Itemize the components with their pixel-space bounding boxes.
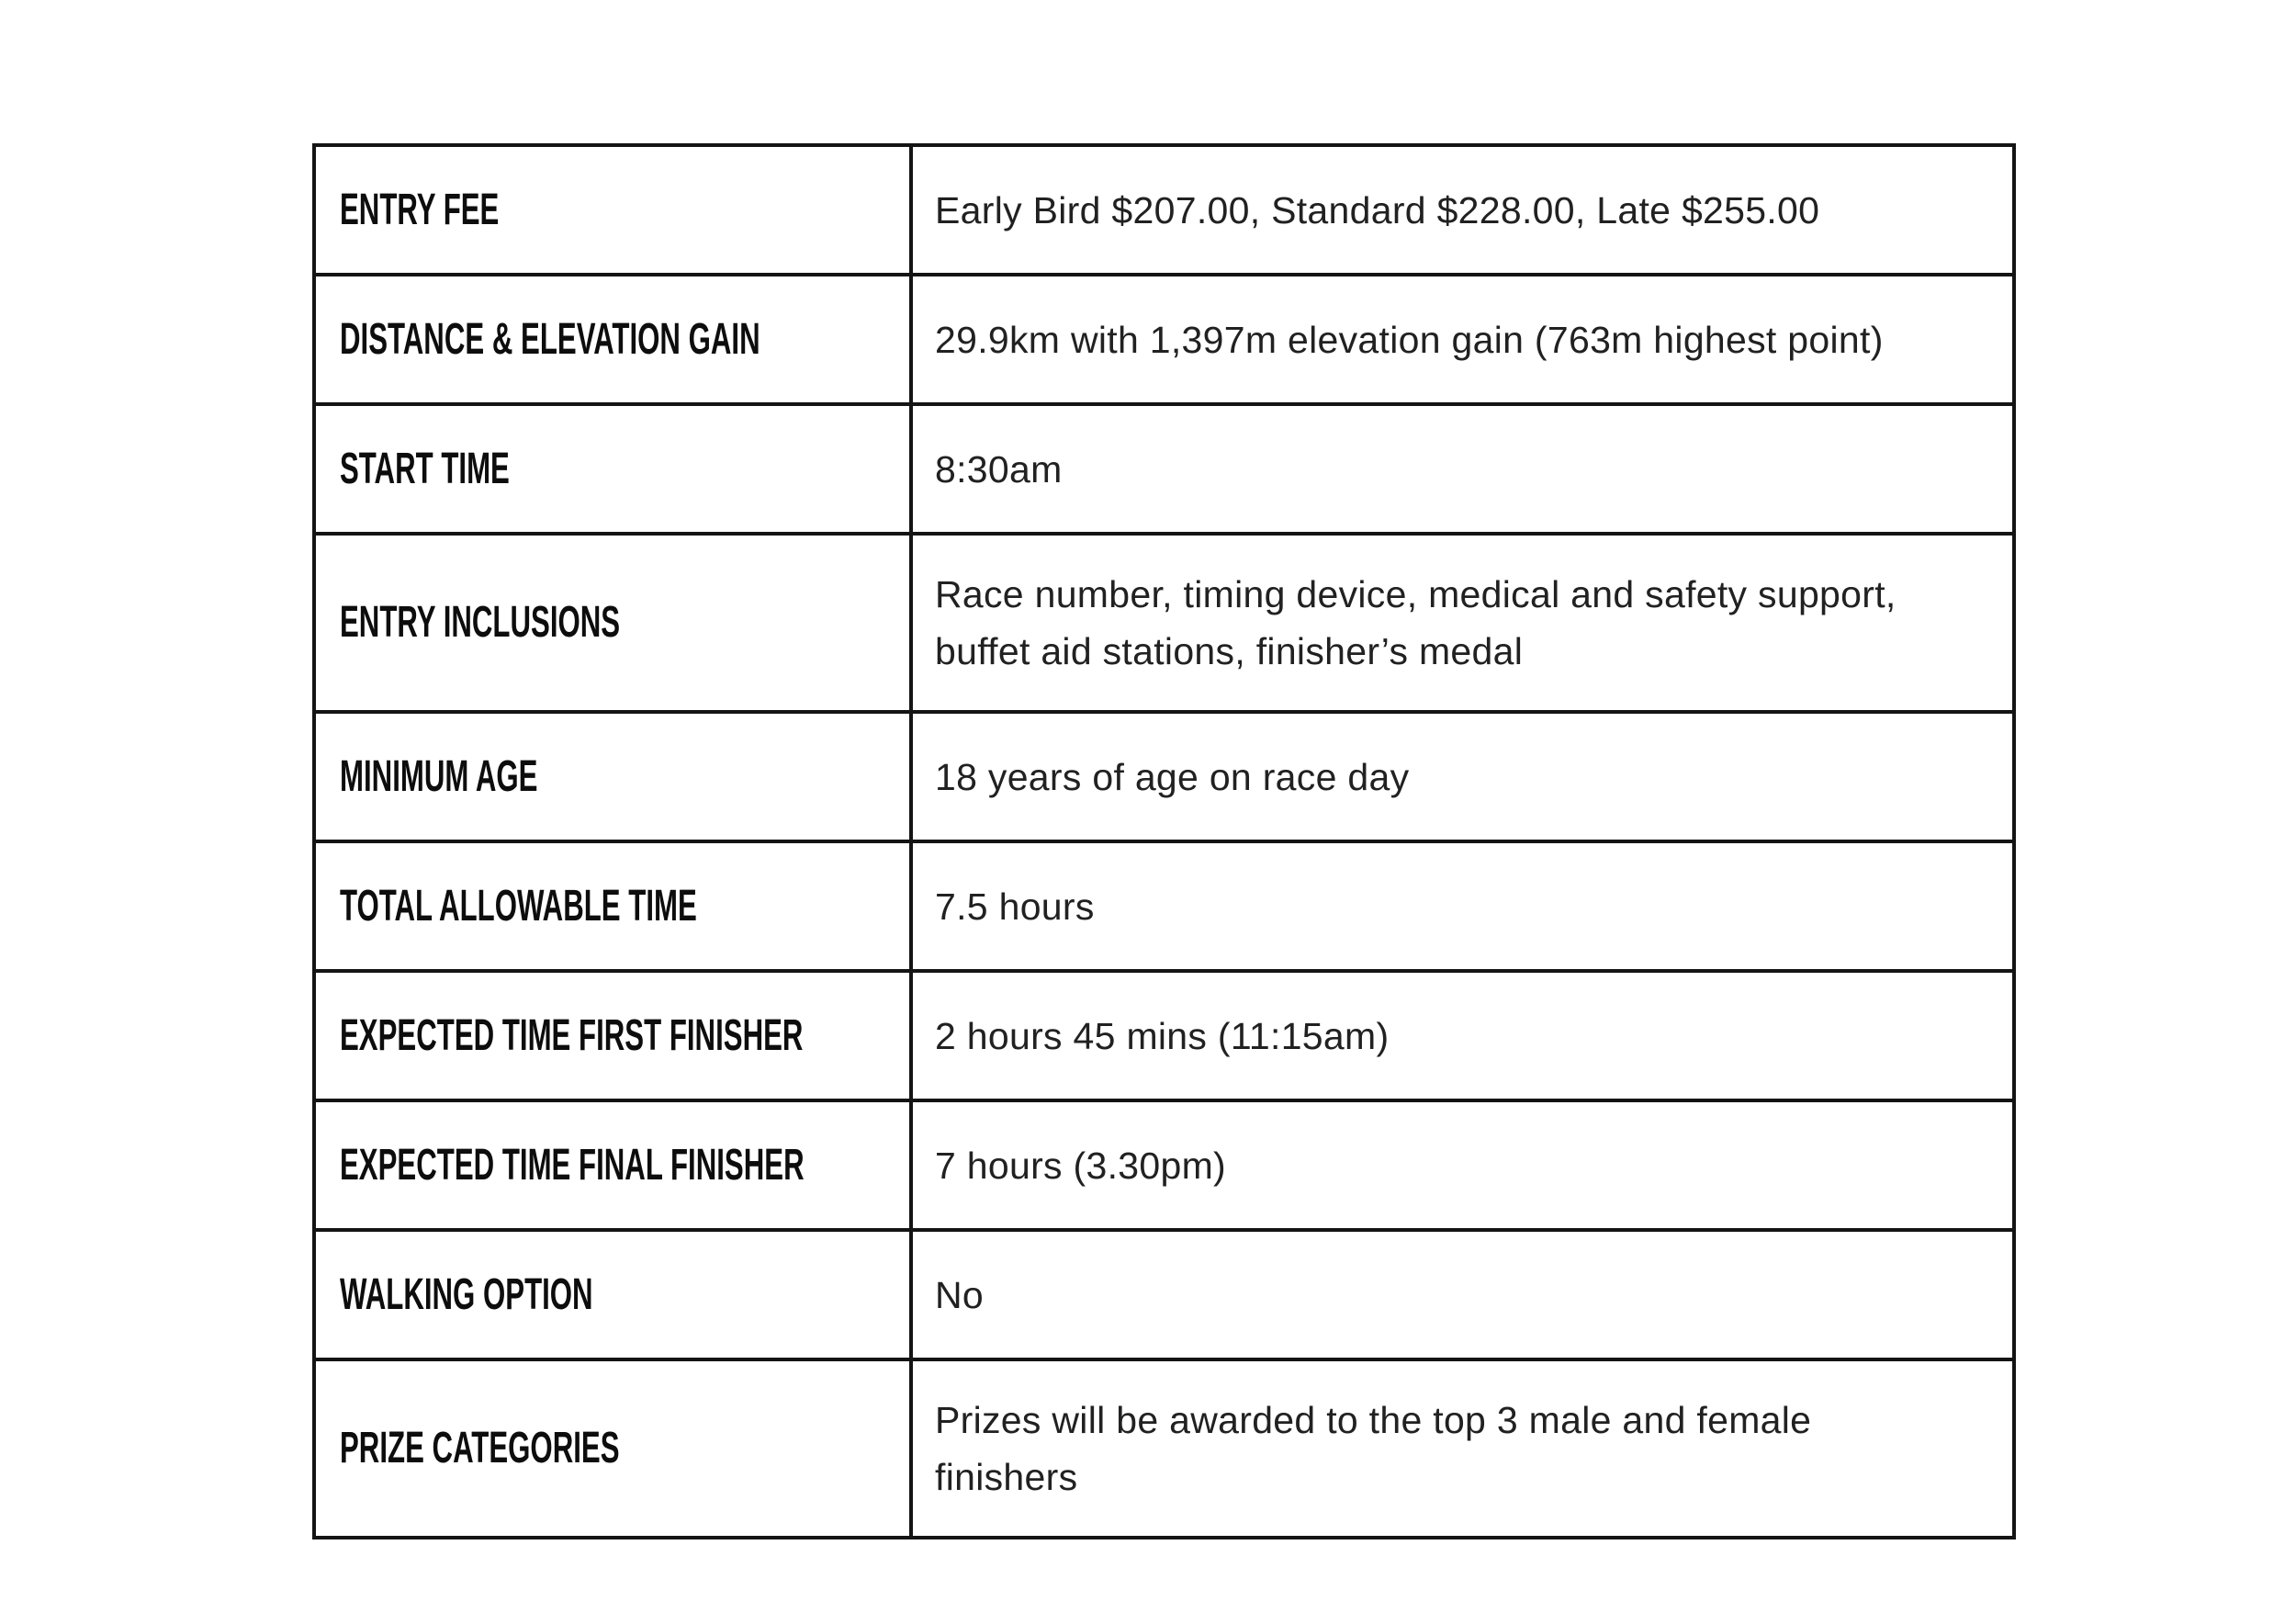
row-label-cell (316, 1102, 913, 1228)
row-value-cell (913, 276, 2012, 402)
row-label-cell (316, 1232, 913, 1358)
row-value-cell (913, 536, 2012, 710)
row-label: START TIME (340, 444, 510, 493)
row-label: WALKING OPTION (340, 1269, 593, 1319)
row-label: MINIMUM AGE (340, 751, 538, 801)
row-label: ENTRY INCLUSIONS (340, 598, 621, 647)
table-row (316, 969, 2012, 1099)
row-label: TOTAL ALLOWABLE TIME (340, 881, 697, 930)
race-info-table (312, 143, 2016, 1539)
row-label-cell (316, 276, 913, 402)
row-value-line: Race number, timing device, medical and safety support, (935, 573, 1896, 615)
table-row (316, 840, 2012, 969)
row-label: EXPECTED TIME FIRST FINISHER (340, 1010, 804, 1060)
row-value-line: 18 years of age on race day (935, 755, 1410, 798)
row-label: EXPECTED TIME FINAL FINISHER (340, 1140, 805, 1190)
table-row (316, 1228, 2012, 1358)
row-value-line: buffet aid stations, finisher’s medal (935, 630, 1524, 672)
table-row (316, 273, 2012, 402)
row-label: DISTANCE & ELEVATION GAIN (340, 314, 760, 364)
row-value-cell (913, 843, 2012, 969)
row-value-line: 7.5 hours (935, 885, 1095, 928)
row-label-cell (316, 147, 913, 273)
row-value-cell (913, 714, 2012, 840)
row-value-cell (913, 973, 2012, 1099)
row-value-line: finishers (935, 1456, 1078, 1498)
row-value-line: Early Bird $207.00, Standard $228.00, Late $255.00 (935, 188, 1820, 231)
row-value-cell (913, 1361, 2012, 1536)
row-value-line: 2 hours 45 mins (11:15am) (935, 1014, 1390, 1057)
row-label-cell (316, 843, 913, 969)
table-row (316, 710, 2012, 840)
row-value-cell (913, 406, 2012, 532)
row-label: PRIZE CATEGORIES (340, 1424, 620, 1472)
table-row (316, 402, 2012, 532)
row-value-cell (913, 1232, 2012, 1358)
row-value-line: Prizes will be awarded to the top 3 male and female (935, 1399, 1812, 1441)
table-row (316, 1099, 2012, 1228)
row-label-cell (316, 714, 913, 840)
row-label-cell (316, 973, 913, 1099)
row-value-line: No (935, 1273, 985, 1316)
table-row (316, 532, 2012, 710)
row-label-cell (316, 1361, 913, 1536)
table-row (316, 1358, 2012, 1536)
row-value-line: 7 hours (3.30pm) (935, 1144, 1227, 1187)
row-label: ENTRY FEE (340, 185, 500, 234)
row-label-cell (316, 406, 913, 532)
row-value-line: 8:30am (935, 447, 1063, 491)
row-value-cell (913, 1102, 2012, 1228)
row-value-line: 29.9km with 1,397m elevation gain (763m highest point) (935, 318, 1884, 361)
row-value-cell (913, 147, 2012, 273)
table-row (316, 147, 2012, 273)
row-label-cell (316, 536, 913, 710)
